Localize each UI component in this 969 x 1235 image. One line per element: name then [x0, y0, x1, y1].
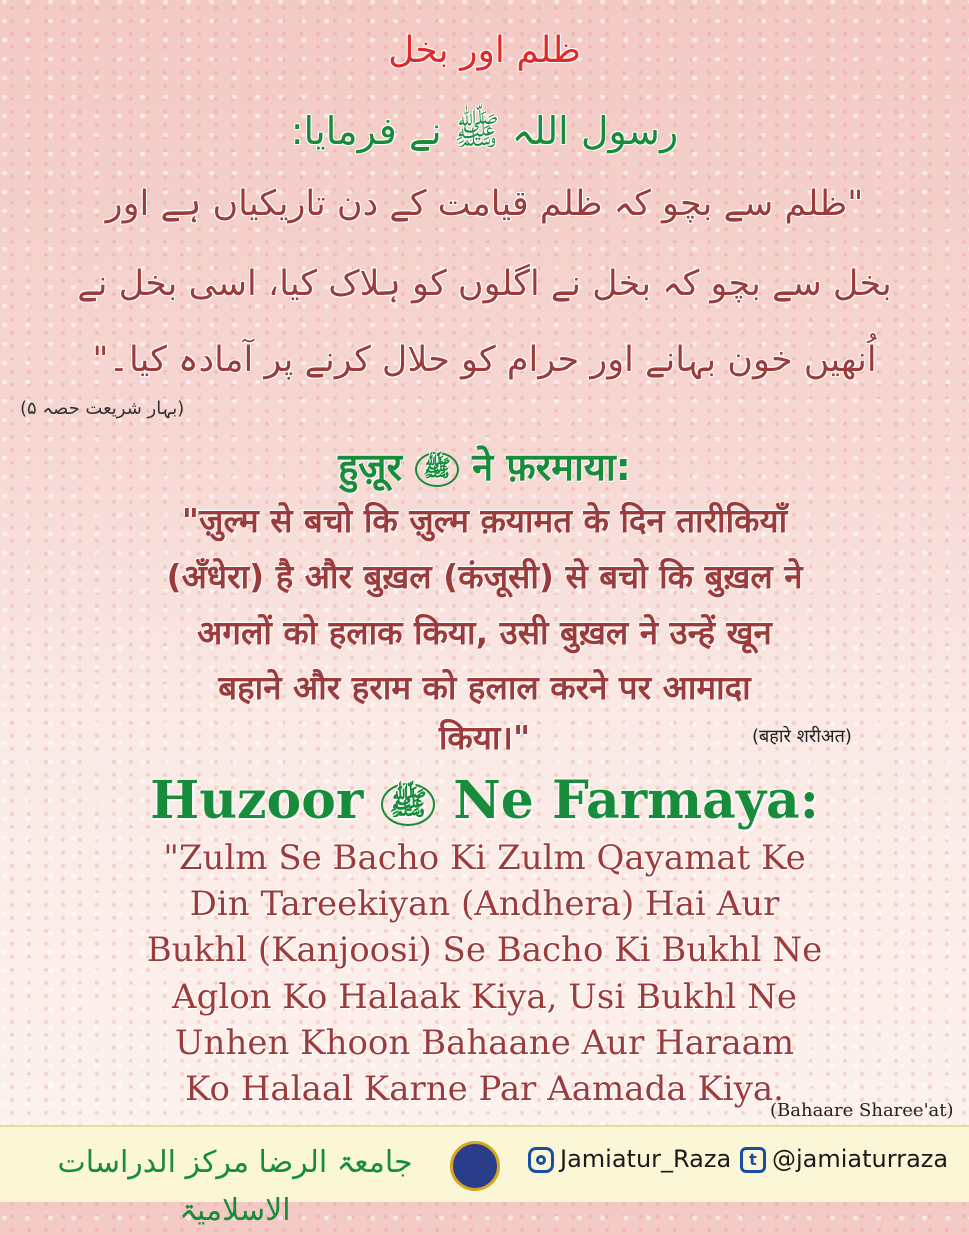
twitter-icon[interactable]: t: [740, 1147, 766, 1173]
english-line: Bukhl (Kanjoosi) Se Bacho Ki Bukhl Ne: [146, 930, 823, 970]
instagram-icon[interactable]: [528, 1147, 554, 1173]
english-reference: (Bahaare Sharee'at): [770, 1100, 954, 1121]
english-heading-pre: Huzoor: [150, 770, 364, 831]
hindi-heading: [0, 440, 969, 492]
hindi-heading-pre: हुज़ूर: [338, 445, 403, 489]
english-line: Din Tareekiyan (Andhera) Hai Aur: [189, 884, 780, 924]
urdu-line: بخل سے بچو کہ بخل نے اگلوں کو ہلاک کیا، اسی بخل نے: [77, 264, 892, 304]
institution-emblem-icon: [450, 1141, 500, 1191]
salawat-glyph: ﷺ: [415, 452, 459, 487]
english-line: "Zulm Se Bacho Ki Zulm Qayamat Ke: [163, 838, 806, 878]
hindi-line: बहाने और हराम को हलाल करने पर आमादा: [218, 668, 751, 707]
english-heading-post: Ne Farmaya:: [453, 770, 819, 831]
hindi-heading-post: ने फ़रमाया:: [472, 445, 631, 489]
instagram-handle-link[interactable]: Jamiatur_Raza: [560, 1145, 732, 1173]
urdu-saying-heading: رسول اللہ ﷺ نے فرمایا:: [290, 109, 679, 153]
english-line: Unhen Khoon Bahaane Aur Haraam: [174, 1023, 795, 1063]
hindi-line: "ज़ुल्म से बचो कि ज़ुल्म क़यामत के दिन तारीकियाँ: [181, 501, 788, 540]
institution-logo-text: جامعۃ الرضا مرکز الدراسات الاسلامیۃ: [57, 1145, 413, 1228]
twitter-handle-link[interactable]: @jamiaturraza: [772, 1145, 949, 1173]
hindi-line: (अँधेरा) है और बुख़ल (कंजूसी) से बचो कि बुख़ल ने: [166, 557, 803, 596]
english-line: Ko Halaal Karne Par Aamada Kiya.: [185, 1069, 784, 1109]
salawat-glyph: ﷺ: [381, 783, 435, 826]
hindi-line: किया।": [438, 718, 531, 757]
hindi-line: अगलों को हलाक किया, उसी बुख़ल ने उन्हें खून: [197, 613, 772, 652]
urdu-line: اُنھیں خون بہانے اور حرام کو حلال کرنے پر آمادہ کیا۔": [92, 340, 877, 380]
urdu-reference: (بہار شریعت حصہ ۵): [20, 398, 185, 419]
english-line: Aglon Ko Halaak Kiya, Usi Bukhl Ne: [172, 977, 797, 1017]
footer-bar: [0, 1125, 969, 1228]
urdu-title: ظلم اور بخل: [388, 30, 581, 71]
urdu-line: "ظلم سے بچو کہ ظلم قیامت کے دن تاریکیاں ہے اور: [105, 184, 864, 224]
hindi-reference: (बहारे शरीअत): [752, 726, 852, 747]
english-heading: [0, 770, 969, 831]
